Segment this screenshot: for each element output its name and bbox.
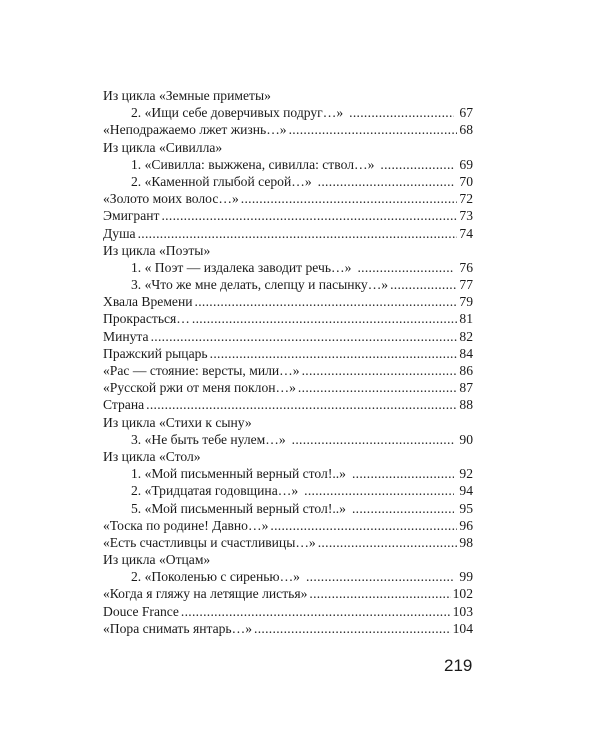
toc-entry-title: Эмигрант: [103, 208, 160, 224]
dot-leader: [192, 310, 458, 327]
toc-page-number: 84: [459, 345, 473, 361]
toc-entry-title: «Тоска по родине! Давно…»: [103, 517, 269, 533]
toc-entry: [103, 362, 473, 379]
toc-entry: [103, 379, 473, 396]
toc-entry: [103, 293, 473, 310]
toc-entry-title: «Есть счастливцы и счастливицы…»: [103, 534, 316, 550]
toc-entry-title: Душа: [103, 225, 136, 241]
toc-page-number: 72: [459, 191, 473, 207]
toc-page-number: 74: [459, 225, 473, 241]
toc-page-number: 81: [459, 311, 473, 327]
toc-section-header: [103, 87, 473, 104]
dot-leader: [302, 362, 458, 379]
toc-page-number: 104: [452, 620, 473, 636]
toc-entry: [103, 396, 473, 413]
toc-entry: [103, 173, 473, 190]
dot-leader: [298, 379, 457, 396]
toc-page-number: 96: [459, 517, 473, 533]
toc-entry-title: «Русской ржи от меня поклон…»: [103, 380, 296, 396]
dot-leader: [357, 259, 454, 276]
table-of-contents: [103, 87, 473, 637]
toc-entry-title: Хвала Времени: [103, 294, 193, 310]
toc-entry: [103, 328, 473, 345]
dot-leader: [304, 482, 454, 499]
dot-leader: [352, 465, 454, 482]
toc-entry: [103, 465, 473, 482]
dot-leader: [352, 500, 454, 517]
toc-entry: [103, 190, 473, 207]
toc-page-number: 82: [459, 328, 473, 344]
toc-section-title: Из цикла «Сивилла»: [103, 139, 223, 155]
toc-page-number: 76: [459, 259, 473, 275]
toc-page-number: 102: [452, 586, 473, 602]
toc-entry: [103, 431, 473, 448]
dot-leader: [161, 207, 457, 224]
toc-entry: [103, 585, 473, 602]
toc-page-number: 69: [459, 156, 473, 172]
toc-section-title: Из цикла «Отцам»: [103, 552, 211, 568]
toc-entry: [103, 207, 473, 224]
toc-page-number: 99: [459, 569, 473, 585]
toc-entry-title: 3. «Не быть тебе нулем…»: [131, 431, 286, 447]
toc-entry-title: 1. «Сивилла: выжжена, сивилла: ствол…»: [131, 156, 375, 172]
dot-leader: [151, 328, 458, 345]
toc-page-number: 67: [459, 105, 473, 121]
dot-leader: [306, 568, 454, 585]
dot-leader: [309, 585, 450, 602]
toc-entry-title: 2. «Поколенью с сиренью…»: [131, 569, 300, 585]
toc-section-title: Из цикла «Стол»: [103, 448, 201, 464]
toc-entry-title: «Рас — стояние: версты, мили…»: [103, 363, 300, 378]
toc-section-header: [103, 448, 473, 465]
toc-section-header: [103, 139, 473, 156]
dot-leader: [270, 517, 457, 534]
toc-entry: [103, 500, 473, 517]
toc-entry-title: 1. « Поэт — издалека заводит речь…»: [131, 259, 352, 275]
toc-section-header: [103, 551, 473, 568]
toc-entry-title: 2. «Каменной глыбой серой…»: [131, 173, 312, 189]
toc-entry-title: Douce France: [103, 603, 179, 619]
dot-leader: [289, 121, 458, 138]
dot-leader: [241, 190, 458, 207]
toc-page-number: 92: [459, 466, 473, 482]
toc-entry-title: «Золото моих волос…»: [103, 191, 239, 207]
dot-leader: [195, 293, 458, 310]
toc-entry-title: Страна: [103, 397, 145, 413]
dot-leader: [210, 345, 458, 362]
toc-entry: [103, 156, 473, 173]
toc-entry: [103, 225, 473, 242]
toc-section-title: Из цикла «Земные приметы»: [103, 88, 271, 103]
toc-entry-title: Прокрасться…: [103, 311, 190, 327]
toc-entry-title: «Когда я гляжу на летящие листья»: [103, 586, 308, 602]
toc-section-header: [103, 414, 473, 431]
toc-entry: [103, 568, 473, 585]
toc-entry: [103, 345, 473, 362]
toc-entry-title: 3. «Что же мне делать, слепцу и пасынку…»: [131, 277, 389, 293]
dot-leader: [292, 431, 455, 448]
toc-entry: [103, 534, 473, 551]
toc-entry: [103, 620, 473, 637]
dot-leader: [390, 276, 457, 293]
toc-page-number: 70: [459, 173, 473, 189]
toc-page-number: 79: [459, 294, 473, 310]
toc-entry: [103, 276, 473, 293]
dot-leader: [146, 396, 457, 413]
toc-entry: [103, 310, 473, 327]
toc-page-number: 95: [459, 500, 473, 516]
toc-page-number: 86: [459, 363, 473, 378]
toc-entry-title: 5. «Мой письменный верный стол!..»: [131, 500, 346, 516]
toc-page-number: 90: [459, 431, 473, 447]
toc-section-title: Из цикла «Поэты»: [103, 242, 211, 258]
toc-entry: [103, 517, 473, 534]
dot-leader: [380, 156, 454, 173]
toc-entry-title: «Неподражаемо лжет жизнь…»: [103, 122, 287, 138]
toc-page-number: 77: [459, 277, 473, 293]
toc-page-number: 87: [459, 380, 473, 396]
toc-entry: [103, 259, 473, 276]
toc-entry-title: 2. «Тридцатая годовщина…»: [131, 483, 299, 499]
toc-entry-title: 2. «Ищи себе доверчивых подруг…»: [131, 105, 344, 121]
toc-entry-title: Пражский рыцарь: [103, 345, 208, 361]
dot-leader: [254, 620, 451, 637]
toc-page-number: 94: [459, 483, 473, 499]
toc-entry-title: «Пора снимать янтарь…»: [103, 620, 253, 636]
toc-page-number: 103: [452, 603, 473, 619]
toc-entry: [103, 104, 473, 121]
toc-entry: [103, 121, 473, 138]
toc-page-number: 73: [459, 208, 473, 224]
dot-leader: [349, 104, 454, 121]
dot-leader: [181, 603, 451, 620]
dot-leader: [138, 225, 458, 242]
page-number: 219: [444, 656, 473, 675]
dot-leader: [318, 534, 458, 551]
toc-page-number: 68: [459, 122, 473, 138]
toc-section-title: Из цикла «Стихи к сыну»: [103, 414, 252, 430]
toc-section-header: [103, 242, 473, 259]
dot-leader: [318, 173, 455, 190]
toc-page-number: 98: [459, 534, 473, 550]
toc-page-number: 88: [459, 397, 473, 413]
toc-entry: [103, 603, 473, 620]
toc-entry-title: 1. «Мой письменный верный стол!..»: [131, 466, 346, 482]
toc-entry-title: Минута: [103, 328, 149, 344]
toc-entry: [103, 482, 473, 499]
